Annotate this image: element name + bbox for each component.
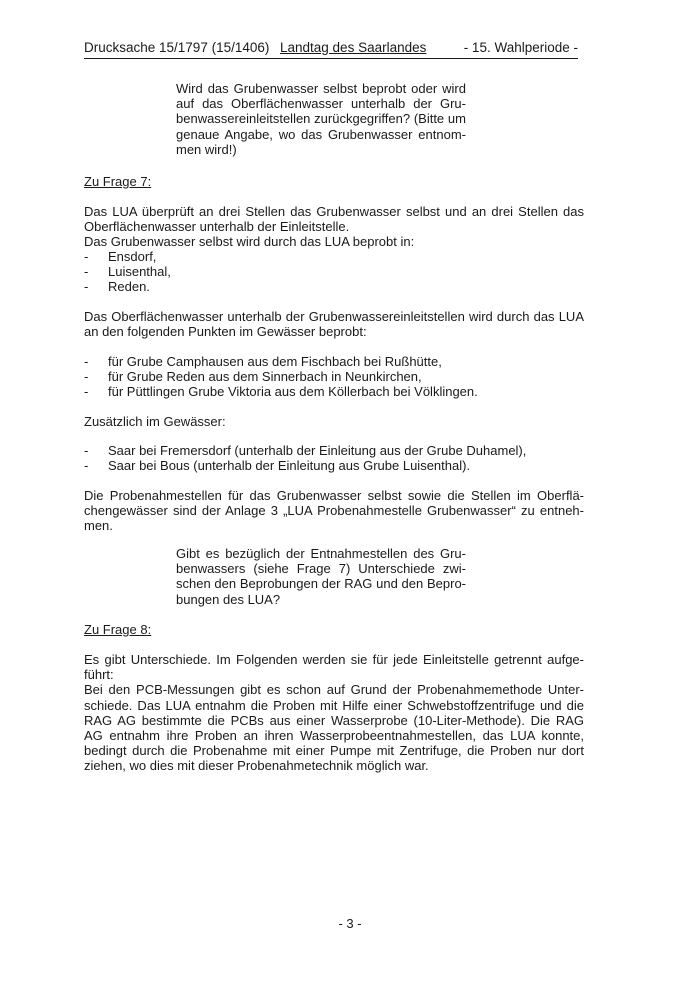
text-line: Das Oberflächenwasser unterhalb der Grubenwassereinleitstellen wird durch das LUA (84, 309, 584, 324)
list-dash: - (84, 369, 89, 385)
question-line: schen den Beprobungen der RAG und den Bepro- (176, 576, 466, 592)
list-item (84, 249, 171, 264)
text-line: schiede. Das LUA entnahm die Proben mit Hilfe einer Schwebstoffzentrifuge und die (84, 697, 584, 713)
list-item (84, 279, 171, 294)
list-item (84, 369, 478, 384)
answer-7-heading: Zu Frage 7: (84, 174, 152, 189)
text-line: Das Grubenwasser selbst wird durch das LUA beprobt in: (84, 234, 415, 250)
text-line: Bei den PCB-Messungen gibt es schon auf Grund der Probenahmemethode Unter- (84, 682, 584, 698)
list-item-text: für Grube Camphausen aus dem Fischbach bei Rußhütte, (108, 354, 442, 369)
text-line: Oberflächenwasser unterhalb der Einleitstelle. (84, 219, 350, 235)
list-dash: - (84, 458, 89, 474)
header-period: - 15. Wahlperiode - (463, 40, 578, 55)
header-document-number: Drucksache 15/1797 (15/1406) (84, 40, 270, 55)
answer-7-paragraph-4 (84, 488, 584, 534)
question-line: genaue Angabe, wo das Grubenwasser entnom- (176, 126, 466, 142)
list-item-text: Ensdorf, (108, 249, 157, 264)
text-line: bedingt durch die Probenahme mit einer Pumpe mit Zentrifuge, die Proben nur dort (84, 743, 584, 759)
list-item-text: für Püttlingen Grube Viktoria aus dem Köllerbach bei Völklingen. (108, 384, 478, 400)
question-7 (176, 81, 466, 157)
list-item (84, 384, 478, 399)
text-line: RAG AG bestimmte die PCBs aus einer Wasserprobe (10-Liter-Methode). Die RAG (84, 712, 584, 728)
answer-7-paragraph-1 (84, 204, 584, 250)
text-line: men. (84, 518, 113, 534)
question-8 (176, 546, 466, 607)
answer-8-heading: Zu Frage 8: (84, 622, 152, 637)
question-line: Wird das Grubenwasser selbst beprobt oder wird (176, 81, 466, 96)
surface-water-points-list (84, 354, 478, 400)
list-dash: - (84, 249, 89, 264)
question-line: bungen des LUA? (176, 591, 281, 607)
text-line: an den folgenden Punkten im Gewässer beprobt: (84, 324, 367, 340)
question-line: benwassers (siehe Frage 7) Unterschiede zwi- (176, 561, 466, 577)
list-item (84, 458, 526, 473)
text-line: AG entnahm ihre Proben an ihren Wasserprobeentnahmestellen, das LUA konnte, (84, 728, 584, 744)
list-dash: - (84, 279, 89, 295)
text-line: Die Probenahmestellen für das Grubenwasser selbst sowie die Stellen im Oberflä- (84, 488, 584, 503)
answer-7-paragraph-3: Zusätzlich im Gewässer: (84, 414, 226, 429)
answer-8-paragraph (84, 652, 584, 774)
text-line: Das LUA überprüft an drei Stellen das Grubenwasser selbst und an drei Stellen das (84, 204, 584, 219)
list-dash: - (84, 354, 89, 369)
list-item-text: Saar bei Fremersdorf (unterhalb der Einleitung aus der Grube Duhamel), (108, 443, 527, 458)
header-parliament: Landtag des Saarlandes (280, 40, 427, 55)
question-line: Gibt es bezüglich der Entnahmestellen des Gru- (176, 546, 466, 561)
question-line: auf das Oberflächenwasser unterhalb der Gru- (176, 96, 466, 112)
list-item (84, 443, 526, 458)
text-line: Es gibt Unterschiede. Im Folgenden werden sie für jede Einleitstelle getrennt aufge- (84, 652, 584, 667)
text-line: chengewässer sind der Anlage 3 „LUA Probenahmestelle Grubenwasser“ zu entneh- (84, 503, 584, 519)
list-dash: - (84, 384, 89, 400)
list-dash: - (84, 264, 89, 280)
list-item-text: für Grube Reden aus dem Sinnerbach in Neunkirchen, (108, 369, 422, 385)
list-dash: - (84, 443, 89, 458)
list-item (84, 264, 171, 279)
groundwater-sites-list (84, 249, 171, 295)
text-line: ziehen, wo dies mit dieser Probenahmetechnik möglich war. (84, 758, 429, 774)
list-item-text: Luisenthal, (108, 264, 171, 280)
list-item (84, 354, 478, 369)
list-item-text: Reden. (108, 279, 150, 295)
page-header (84, 40, 578, 59)
additional-points-list (84, 443, 526, 473)
list-item-text: Saar bei Bous (unterhalb der Einleitung aus Grube Luisenthal). (108, 458, 471, 474)
question-line: benwassereinleitstellen zurückgegriffen? (Bitte um (176, 111, 466, 127)
text-line: führt: (84, 667, 114, 683)
question-line: men wird!) (176, 141, 237, 157)
page-number: - 3 - (338, 916, 362, 931)
answer-7-paragraph-2 (84, 309, 584, 339)
